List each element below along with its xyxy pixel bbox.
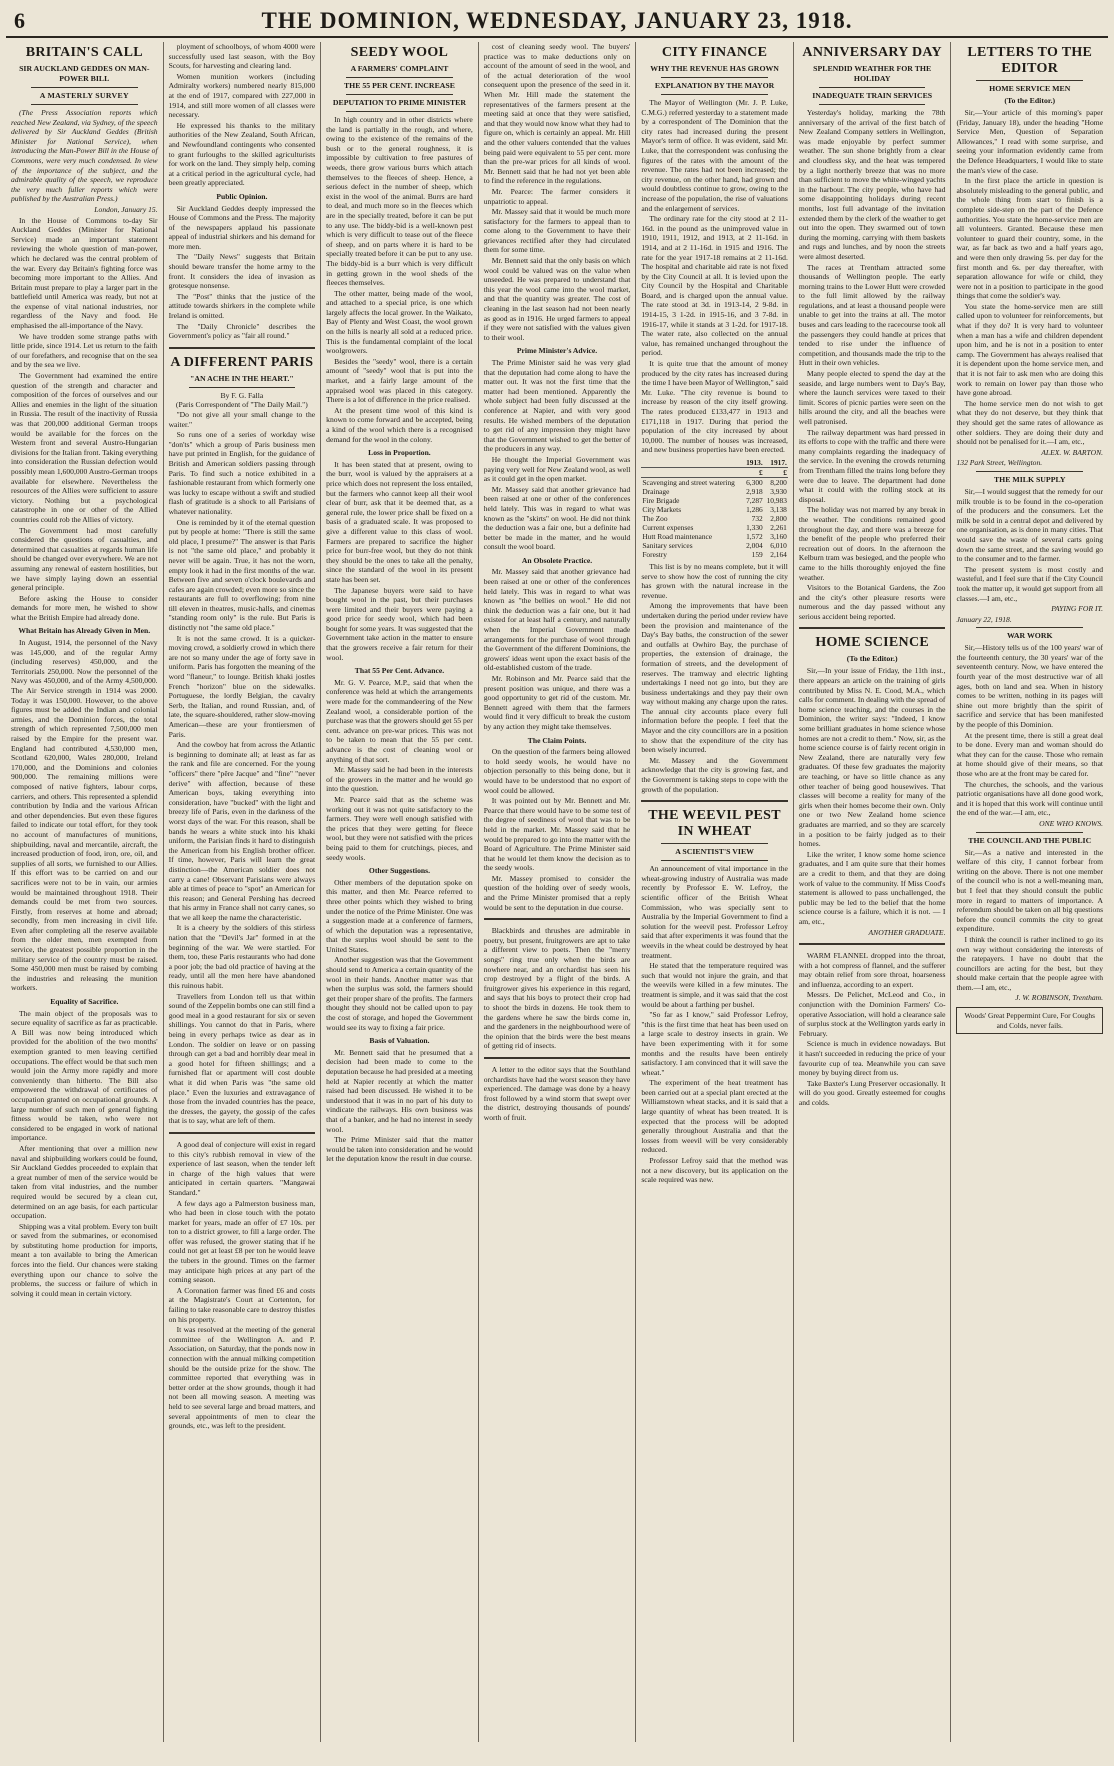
headline-seedy-wool: SEEDY WOOL <box>350 45 449 60</box>
newspaper-page <box>6 6 1108 1754</box>
deck-council-public: THE COUNCIL AND THE PUBLIC <box>968 835 1092 845</box>
letter-signature: J. W. ROBINSON, Trentham. <box>1015 993 1104 1003</box>
table-cell: 7,287 <box>746 495 763 505</box>
columns <box>6 42 1108 1742</box>
divider <box>169 347 316 349</box>
dateline: London, January 15. <box>94 204 158 214</box>
paragraph: So runs one of a series of workday wise "don'ts" which a group of Paris business men have put printed in English, for the guidance of British and American soldiers passing through Paris. To find such a notice exhibited in a fashionable restaurant from which formerly one was lucky to escape without a swift and studied flash of gratitude is a shock to all Parisians of whatever nationality. <box>168 430 316 516</box>
paragraph: Mr. Bennett said that he presumed that a decision had been made to come to the deputation because he had presided at a meeting held at Napier recently at which the matter raised had been discussed. He wished it to be understood that it was in no part of his duty to vindicate the railways. His own business was that of a banker, and he had no interest in seedy wool. <box>326 1047 473 1134</box>
paragraph: Many people elected to spend the day at the seaside, and large numbers went to Day's Bay, where the launch services were taxed to their limit. Scores of picnic parties were seen on the hills around the city, and all the beaches were well patronised. <box>798 369 946 426</box>
paragraph: In high country and in other districts where the land is partially in the rough, and where, owing to the existence of the remains of the bush or to the general roughness, it is impossible by cultivation to free pastures of weeds, there grow various burrs which attach themselves to the fleeces of sheep. Hence, a serious defect in the number of sheep, which exist in the wool of the animal. Burrs are hard to deal, and much more so in the fleeces which are in the specially treated, before it can be put to any use. The biddy-bid is a well-known pest which is very difficult to tease out of the fleece of sheep, and on parts where it is hard to be specially treated before it can be put to any use. The biddy-bid is a burr which is very difficult in getting grown in the wool sheds of the fleeces themselves. <box>326 115 473 288</box>
paragraph: A letter to the editor says that the Southland orchardists have had the worst season they have experienced. The damage was done by a heavy frost followed by a wind storm that swept over the district, destroying thousands of pounds' worth of fruit. <box>483 1064 631 1122</box>
table-cell: 3,930 <box>770 486 787 496</box>
table-cell: 2,261 <box>770 522 787 532</box>
table-unit-cell <box>641 467 743 477</box>
paragraph: The ordinary rate for the city stood at 2 11-16d. in the pound as the unimproved value in 1910, 1911, 1912, and 1913, at 2 11-16d. in 1914, and at 2 11-16d. in 1915 and 1916. The rate for the year 1917-18 remains at 2 11-16d. The hospital and charitable aid rate is not fixed by the City Council at all. It is levied upon the City Council by the Hospital and Charitable Board, and is charged upon the annual value. The rate stood at 3d. in 1913-14, 2 9-8d. in 1914-15, 3 1-2d. in 1915-16, and 3 7-8d. in 1916-17, while it stands at 3 1-2d. for 1917-18. The water rate, also collected on the annual value, has remained unchanged throughout the period. <box>641 214 788 358</box>
subheading: Equality of Sacrifice. <box>50 997 119 1007</box>
table-row <box>641 505 788 514</box>
paragraph: The experiment of the heat treatment has been carried out at a special plant erected at the Williamstown wheat stacks, and it is said that a large quantity of wheat has been treated. It is expected that the process will be adopted generally throughout Australia and that the losses from weevil will be very considerably reduced. <box>641 1078 788 1155</box>
letter-signature: ONE WHO KNOWS. <box>1039 818 1104 828</box>
paragraph: Yesterday's holiday, marking the 78th anniversary of the arrival of the first batch of New Zealand Company settlers in Wellington, was made enjoyable by perfect summer weather. The sun shone brightly from a clear and cloudless sky, and the heat was tempered by a light northerly breeze that was no more than sufficient to move the white-winged yachts in the harbour. The city people, who have had some disappointing holidays during recent months, lost full advantage of the invitation extended them by the clerk of the weather to get out into the open. They swarmed out of town during the morning, carrying with them baskets and rugs and lunches, and by noon the streets were almost deserted. <box>798 108 946 261</box>
table-cell: Drainage <box>642 486 670 496</box>
table-cell: 6,010 <box>770 540 787 550</box>
table-cell: Current expenses <box>642 522 694 532</box>
divider <box>976 832 1083 833</box>
paragraph: In the House of Commons to-day Sir Auckland Geddes (Minister for National Service) made an important statement reviewing the whole question of man-power, which he declared was the central problem of the war. Every day Britain's fighting force was becoming more important to the Allies. And Britain must prepare to play a larger part in the battlefield until America was ready, but not at the expense of vital national industries, nor regardless of the Navy and food. He emphasised the all-importance of the Navy. <box>11 215 158 331</box>
paragraph: The other matter, being made of the wool, and attached to a special price, is one which largely affects the local grower. In the Waikato, Bay of Plenty and West Coast, the wool grown on the hills is nearly all sold at a reduced price. This is the fundamental complaint of the local woolgrowers. <box>326 288 473 356</box>
paragraph: Mr. Pearce: The farmer considers it unpatriotic to appeal. <box>483 186 631 206</box>
paragraph: Mr. Massey said he had been in the interests of the growers in the matter and he would go into the question. <box>326 765 473 794</box>
subheading: Prime Minister's Advice. <box>516 346 598 356</box>
paragraph: Women munition workers (including Admiralty workers) numbered nearly 815,000 at the end of 1917, compared with 227,000 in 1914, and still more women of all classes were necessary. <box>168 71 316 120</box>
table-header-cell <box>641 458 743 468</box>
table-unit-row <box>641 467 788 477</box>
divider <box>641 800 788 802</box>
paragraph: Among the improvements that have been undertaken during the period under review have been the provision and maintenance of the Day's Bay baths, the construction of the sewer and outfalls at Owhiro Bay, the purchase of properties, the extension of drainage, the formation of streets, and the development of reserves. The tramway and electric lighting undertakings I need not go into, but they are business undertakings and they pay their own way without making any charge upon the rates. The annual city accounts place every full information before the people. I feel that the Mayor and the city councillors are in a position to show that the expenditure of the city has been wisely incurred. <box>641 601 788 755</box>
paragraph: This list is by no means complete, but it will serve to show how the cost of running the city has grown with the natural increase in the revenue. <box>641 561 788 600</box>
paragraph: Sir Auckland Geddes deeply impressed the House of Commons and the Press. The majority of the newspapers applaud his passionate appeal of industrial shirkers and his demand for more men. <box>168 203 316 251</box>
paragraph: Sir,—History tells us of the 100 years' war of the fourteenth century, the 30 years' war of the seventeenth century. Now, we have entered the fourth year of the most destructive war of all ages, both on land and sea. When in history comes to be written, nothing in its pages will shine out more brightly than the spirit of sacrifice and service that has been manifested by the people of this Dominion. <box>956 643 1104 730</box>
divider <box>169 1132 316 1134</box>
byline: By F. G. Falla <box>220 390 264 400</box>
paragraph: The "Daily Chronicle" describes the Government's policy as "fair all round." <box>168 321 316 341</box>
subheading: Loss in Proportion. <box>368 448 431 458</box>
paragraph: Science is much in evidence nowadays. But it hasn't succeeded in reducing the price of your favourite cup of tea. Meanwhile you can save money by buying direct from us. <box>798 1039 946 1078</box>
table-cell: 1,330 <box>746 522 763 532</box>
paragraph: A Coronation farmer was fined £6 and costs at the Magistrate's Court at Cortenton, for failing to take reasonable care to destroy thistles on his property. <box>168 1285 316 1324</box>
table-row <box>641 487 788 496</box>
paragraph: The holiday was not marred by any break in the weather. The conditions remained good throughout the day, and there was a breeze for the benefit of the people who preferred their recreation out of doors. In the afternoon the Kelburn tram was besieged, and the people who came to the hills thoroughly enjoyed the fine weather. <box>798 505 946 582</box>
paragraph: Messrs. De Pelichet, McLeod and Co., in conjunction with the Dominion Farmers' Co-operative Association, will hold a clearance sale of surplus stock at the Wellington yards early in February. <box>798 990 946 1038</box>
table-cell: 2,004 <box>746 540 763 550</box>
divider <box>976 80 1083 81</box>
table-cell: 10,983 <box>766 495 787 505</box>
paragraph: Travellers from London tell us that within sound of the Zeppelin bombs one can still find a good meal in a good restaurant for six or seven shillings. You cannot do that in Paris, where being in every perhaps twice as dear as in London. The soldier on leave or on passing through can get a bad and horribly dear meal in a good hotel for fifteen shillings; and a furnished flat or apartment will cost double what it did when Paris was "the same old place." Even the luxuries and extravagance of those from the invaded countries has the peace, the dresses, the gayety, the gossip of the cafes that is to say, what are left of them. <box>168 991 316 1126</box>
column-1 <box>6 42 164 1742</box>
paragraph: ployment of schoolboys, of whom 4000 were successfully used last season, with the Boy Scouts, for harvesting and clearing land. <box>168 42 316 71</box>
paragraph: The Prime Minister said that the matter would be taken into consideration and he would let the deputation know the result in due course. <box>326 1135 473 1164</box>
headline-weevil-pest: THE WEEVIL PEST IN WHEAT <box>648 808 781 840</box>
deck-to-the-editor: (To the Editor.) <box>846 654 898 664</box>
deck-home-service-men: HOME SERVICE MEN <box>989 84 1071 93</box>
paragraph: Visitors to the Botanical Gardens, the Zoo and the city's other pleasure resorts were numerous and the day passed without any serious accident being reported. <box>798 583 946 621</box>
table-header-cell: 1917. <box>764 458 788 468</box>
advertisement: Woods' Great Peppermint Cure, For Coughs and Colds, never fails. <box>956 1007 1103 1034</box>
letter-date: January 22, 1918. <box>956 614 1012 624</box>
subheading: Basis of Valuation. <box>369 1036 430 1046</box>
table-cell: 1,286 <box>746 504 763 514</box>
subheading: Other Suggestions. <box>368 866 430 876</box>
table-cell: 2,164 <box>770 549 787 559</box>
paragraph: Mr. Massey and the Government acknowledge that the city is growing fast, and the Government is taking steps to cope with the growth of the population. <box>641 755 788 794</box>
paragraph: One is reminded by it of the eternal question put by people at home: "There is still the same old place, I presume?" The answer is that Paris is not "the same old place," and probably it never will be again. True, it has not the worn, empty look it had in the first months of the war. Between five and seven o'clock boulevards and cafes are again crowded; even more so since the restaurants are full to overflowing; from nine till eleven in theatres, music-halls, and cinemas "standing room only" is the rule. But Paris is distinctly not "the same old place." <box>168 517 316 633</box>
table-cell: 1,572 <box>746 531 763 541</box>
paragraph: He thought the Imperial Government was paying very well for New Zealand wool, as well as it could get in the open market. <box>483 454 631 484</box>
table-cell: Sanitary services <box>642 540 693 550</box>
divider <box>346 77 453 78</box>
paragraph: Mr. Bennett said that the only basis on which wool could be valued was on the value when unseeded. He was prepared to understand that this year the wool came into the wool market, and that the quantity was greater. The cost of cleaning in the last season had not been nearly as good as in 1916. He urged farmers to appeal if they were not satisfied with the values given to their wool. <box>483 256 631 342</box>
table-cell: 732 <box>751 513 763 523</box>
paragraph: Mr. Massey promised to consider the question of the holding over of seedy wools, and the Prime Minister promised that a reply would be sent to the deputation in due course. <box>483 873 631 912</box>
paragraph: The railway department was hard pressed in its efforts to cope with the traffic and there were many complaints regarding the inadequacy of the service. In the evening the crowds returning from Trentham filled the trains long before they were due to leave. The department had done what it could with the rolling stock at its disposal. <box>798 427 946 504</box>
masthead-title: THE DOMINION, WEDNESDAY, JANUARY 23, 1918. <box>261 8 853 33</box>
paragraph: Shipping was a vital problem. Every ton built or saved from the submarines, or economised by substituting home production for imports, meant a ton available to bring the American forces into the field. Our chances were staking everything upon our chance to solve the problems, the success or failure of which in solving it could mean in certain victory. <box>11 1221 158 1298</box>
paragraph: It is quite true that the amount of money produced by the city rates has increased during the time I have been Mayor of Wellington," said Mr. Luke. "The city revenue is bound to increase by reason of the city itself growing. The rates produced £133,477 in 1913 and £171,118 in 1917. During that period the population of the city increased by about 10,000. The number of houses was increased, and new business properties have been erected. <box>641 359 788 455</box>
paragraph: "So far as I know," said Professor Lefroy, "this is the first time that heat has been used on a large scale to destroy insects in grain. We have been experimenting with it for some months and the results have been entirely satisfactory. I am convinced that it will save the wheat." <box>641 1010 788 1077</box>
deck-ache: "AN ACHE IN THE HEART." <box>190 373 294 383</box>
divider <box>799 943 946 945</box>
table-cell: 2,918 <box>746 486 763 496</box>
table-unit-cell: £ <box>744 467 764 477</box>
paragraph: Other members of the deputation spoke on this matter, and then Mr. Pearce referred to three other points which they wished to bring under the notice of the Prime Minister. One was a suggestion made at a conference of farmers, of which the deputation was a representative, that the surplus wool should be sent to the United States. <box>326 877 473 954</box>
paragraph: It has been stated that at present, owing to the burr, wool is valued by the appraisers at a price which does not represent the loss entailed, but the farmers who cannot keep all their wool clear of burr, ask that it be deemed that, as a general rule, the lower price shall be fixed on a basis of a graduated scale. It was proposed to give a different value to this class of wool. Farmers are prepared to sacrifice the higher price for burr-free wool, but they do not think they should be the ones to take all the penalty, since the standard of the wool in its present state has been set. <box>326 459 473 584</box>
paragraph: Mr. Massey said that another grievance had been raised at one or other of the conferences held lately. This was in regard to what was known as "the bellies on wool." He did not think the deduction was a fair one, but it had existed for at least half a century, and naturally when the Imperial Government made arrangements for the purchase of wool through the Government of the different Dominions, the growers' ideas went upon the exact basis of the old-established custom of the trade. <box>483 567 631 673</box>
paragraph: The races at Trentham attracted some thousands of Wellington people. The early morning trains to the Lower Hutt were crowded to the full limit allowed by the railway regulations, and at least a thousand people were unable to get into the trains at all. The motor buses and cars leading to the racecourse took all the passengers they could handle at prices that tended to rise under the influence of competition, and thousands made the trip to the Hutt in their own vehicles. <box>798 262 946 368</box>
paragraph: A good deal of conjecture will exist in regard to this city's rubbish removal in view of the experience of last season, when the tender left in charge of the high values that were anticipated in certain quarters. "Mangawai Standard." <box>168 1139 316 1197</box>
deck-splendid-weather: SPLENDID WEATHER FOR THE HOLIDAY <box>813 64 932 83</box>
table-cell: Scavenging and street watering <box>642 477 735 487</box>
headline-anniversary-day: ANNIVERSARY DAY <box>802 45 942 60</box>
divider <box>484 918 631 920</box>
table-row <box>641 514 788 523</box>
paragraph: I think the council is rather inclined to go its own way without considering the interests of the ratepayers. I have no doubt that the councillors are acting for the best, but they should make certain that the people agree with them.—I am, etc., <box>956 934 1104 992</box>
divider <box>819 87 926 88</box>
byline-note: (Paris Correspondent of "The Daily Mail.") <box>175 400 308 410</box>
paragraph: Like the writer, I know some home science graduates, and I am quite sure that their homes are a credit to them, and that they are doing work of value to the community. If Miss Cood's statement is allowed to pass unchallenged, the public may be led to the belief that the home science course is a failure, which it is not. — I am, etc., <box>798 849 946 926</box>
paragraph: The Mayor of Wellington (Mr. J. P. Luke, C.M.G.) referred yesterday to a statement made by a correspondent of The Dominion that the city rates had increased during the present Mayor's term of office. It was evident, said Mr. Luke, that the correspondent was confusing the figures of the rates with the amount of the revenue. The rates had not been increased; the city revenue, on the other hand, had grown and would doubtless continue to grow, owing to the increase of the population, the rise of valuations and the enlargement of services. <box>641 98 788 213</box>
paragraph: After mentioning that over a million new naval and shipbuilding workers could be found, Sir Auckland Geddes proceeded to explain that a great number of men of the service would be taken from vital industries, and the number required would be secured by a clean cut, determined on an age basis, for each particular occupation. <box>11 1143 158 1221</box>
divider <box>189 387 296 388</box>
paragraph: Before asking the House to consider demands for more men, he wished to show what the British Empire had already done. <box>11 593 158 622</box>
paragraph: The Japanese buyers were said to have bought wool in the past, but their purchases were limited and their buyers were paying a good price for seedy wool, which had been bought for some years. It was suggested that the Government take action in the matter to ensure that the growers receive a fair return for their wool. <box>326 585 473 662</box>
paragraph: It was pointed out by Mr. Bennett and Mr. Pearce that there would have to be some test of the degree of seediness of wool that was to be held in the market. Mr. Massey said that he would be prepared to go into the matter with the Board of Agriculture. The Prime Minister said that he would let them know the decision as to the seedy wools. <box>483 796 631 873</box>
paragraph: The home service men do not wish to get what they do not deserve, but they think that they should get the same rates of allowance as other soldiers. They are doing their duty and should not be penalised for it.—I am, etc., <box>956 398 1104 447</box>
letter-signature: ALEX. W. BARTON. <box>1041 447 1104 457</box>
headline-letters-to-editor: LETTERS TO THE EDITOR <box>967 45 1093 76</box>
table-cell: 159 <box>751 549 763 559</box>
paragraph: The "Daily News" suggests that Britain should beware transfer the home army to the front. It considers the idea of invasion as grotesque nonsense. <box>168 252 316 291</box>
page-number: 6 <box>14 8 25 33</box>
subheading: What Britain has Already Given in Men. <box>18 626 151 636</box>
table-header-row <box>641 458 788 468</box>
paragraph: He expressed his thanks to the military authorities of the New Zealand, South African, and Newfoundland contingents who consented to grant furloughs to the skilled agriculturists for work on the land. They simply help, coming at a critical period in the agricultural cycle, had been greatly appreciated. <box>168 120 316 188</box>
paragraph: A few days ago a Palmerston business man, who had been in close touch with the potato market for years, made an offer of £7 10s. per ton to a district grower, to fill a large order. The offer was refused, the grower stating that if he could not get at least £8 per ton he would leave the tubers in the ground. Times on the farmer may anticipate high prices at any part of the coming season. <box>168 1198 316 1285</box>
deck-deputation: DEPUTATION TO PRIME MINISTER <box>332 98 466 107</box>
table-row <box>641 532 788 541</box>
paragraph: He stated that the temperature required was such that would not injure the grain, and that the weevils were killed in a few minutes. The treatment is simple, and it was said that the cost would be about a farthing per bushel. <box>641 961 788 1009</box>
paragraph: The "Post" thinks that the justice of the attitude towards shirkers in the complete while Ireland is omitted. <box>168 291 316 321</box>
divider <box>31 104 138 105</box>
paragraph: At the present time wool of this kind is known to come forward and be accepted, being a kind of the wool which there is a recognised demand for the wool in the colony. <box>326 405 473 444</box>
paragraph: Mr. Massey said that another grievance had been raised at one or other of the conferences held lately. This was in regard to what was known as the "skirts" on wool. He did not think the deduction was a fair one, but a definite had better be made in the matter, and he would consult the wool board. <box>483 484 631 552</box>
column-5 <box>636 42 794 1742</box>
paragraph: It is a cheery by the soldiers of this stirless nation that the "Devil's Jar" formed in at the beginning of the war. We were startled. For them, too, these Paris restaurants who had done a poor job; the bad old practice of having at the ready, until all the men here have abandoned this ruinous habit. <box>168 923 316 991</box>
deck-milk-supply: THE MILK SUPPLY <box>993 474 1066 484</box>
divider <box>661 860 768 861</box>
paragraph: cost of cleaning seedy wool. The buyers' practice was to make deductions only on account of the amount of seed in the wool, and of the actual deterioration of the wool consequent upon the presence of the seed in it. When Mr. Hill made the statement the representatives of the farmers present at the meeting said at once that they were satisfied, and that they would now know what they had to figure on, which is certainly an appeal. Mr. Hill and the other valuers contended that the values being paid were equivalent to 55 per cent. more than the pre-war prices for all kinds of wool. Mr. Bennett said that he had not yet been able to find the reference in the regulations. <box>483 42 631 186</box>
headline-city-finance: CITY FINANCE <box>661 45 768 60</box>
headline-home-science: HOME SCIENCE <box>815 635 930 651</box>
deck-geddes: SIR AUCKLAND GEDDES ON MAN-POWER BILL <box>19 64 150 83</box>
paragraph: Sir,—In your issue of Friday, the 11th inst., there appears an article on the training of girls contributed by Miss N. E. Cood, M.A., which calls for comment. In dealing with the spread of home science teaching, and the courses in the Dominion, the writer says: "Indeed, I know some brilliant graduates in home science whose homes are not a credit to them." Now, sir, as the home science course is of fairly recent origin in New Zealand, there are naturally very few graduates. Of these few graduates the majority are teaching, or have so little chance as any other teacher of being good housewives. That classes will become a reality for many of the girls when their homes become their own. Only one or two New Zealand home science graduates are married, and so they are scarcely in a position to be fairly judged as to their homes. <box>798 666 946 849</box>
headline-britains-call: BRITAIN'S CALL <box>25 45 143 60</box>
paragraph: The main object of the proposals was to secure equality of sacrifice as far as practicable. A Bill was now being introduced which provided for the abolition of the two months' exemption granted to men leaving certified occupations. The effect would be that such men would join the Army more rapidly and more conveniently than hitherto. The Bill also empowered the withdrawal of certificates of occupation granted on occupational grounds. A large number of such men of general fighting fitness would be taken, who were not considered to be engaged in work of national importance. <box>11 1008 158 1143</box>
paragraph: Mr. Pearce said that as the scheme was working out it was not quite satisfactory to the farmers. They were well enough satisfied with the prices that they were getting for fleece wool, but they were not satisfied with the prices being paid to them for crutchings, pieces, and seedy wools. <box>326 794 473 862</box>
paragraph: We have trodden some strange paths with little pride, since 1914. Let us return to the faith of our forefathers, and recognise that on the sea and by the sea we live. <box>11 331 158 370</box>
divider <box>346 111 453 112</box>
table-cell: Hutt Road maintenance <box>642 531 713 541</box>
letter-address: 132 Park Street, Wellington. <box>956 458 1043 468</box>
table-cell: Forestry <box>642 549 667 559</box>
paragraph: In the first place the article in question is absolutely misleading to the general public, and the whole thing from start to finish is a complete side-step on the part of the Defence authorities. You state the home-service men are all volunteers. Granted. Because these men volunteer to guard their country, some, in the war, as far back as two and a half years ago, and were then only drawing 5s. per day for the first month and 6s. per day thereafter, with separation allowance for wife or child, they were not in a position to participate in the good things that come the soldier's way. <box>956 176 1104 301</box>
table-row <box>641 541 788 550</box>
deck-55-per-cent: THE 55 PER CENT. INCREASE <box>343 81 455 90</box>
headline-different-paris: A DIFFERENT PARIS <box>170 354 314 370</box>
subheading: The Claim Points. <box>527 735 587 745</box>
paragraph: Besides the "seedy" wool, there is a certain amount of "seedy" wool that is put into the market, and a fairly large amount of the appraised wool was placed in this category. There is a lot of difference in the price realised. <box>326 356 473 405</box>
paragraph: It was resolved at the meeting of the general committee of the Wellington A. and P. Association, on Saturday, that the ponds now in connection with the annual milking competition should be the outside prize for the show. The committee reported that everything was in better order at the show grounds, though it had not been all mowing season. A meeting was held to see several large and broad matters, and several appointments of men to clear the grounds, etc., was left to the president. <box>168 1325 316 1431</box>
column-3 <box>321 42 479 1742</box>
table-header-cell: 1913. <box>744 458 764 468</box>
paragraph: On the question of the farmers being allowed to hold seedy wools, he would have no objection personally to this being done, but it would have to be understood that no export of wool could be allowed. <box>483 747 631 795</box>
paragraph: Mr. Robinson and Mr. Pearce said that the present position was unique, and there was a good opportunity to get rid of the custom. Mr. Bennett agreed with them that the farmers would find it very difficult to break the custom by any action they might take themselves. <box>483 674 631 731</box>
paragraph: An announcement of vital importance in the wheat-growing industry of Australia was made recently by Professor E. W. Lefroy, the scientific officer of the British Wheat Commission, who was specially sent to Australia by the Imperial Government to find a solution for the weevil pest. Professor Lefroy said that after experiments it was found that the weevils in the wheat could be destroyed by heat treatment. <box>641 864 788 960</box>
paragraph: "Do not give all your small change to the waiter." <box>168 410 316 429</box>
table-cell: The Zoo <box>642 513 668 523</box>
paragraph: And the cowboy hat from across the Atlantic is beginning to dominate all; at least as far as the rank and file are concerned. For the young "officers" there "pêre Jacque" and "fine" "never derive" with affection, because of these American boys, taking everything into consideration, have "bucked" with the light and breezy life of Paris, even in the darkness of the worst days of the war. For this reason, shall be bands he wears a white stuck into his khaki uniform, the Parisian finds it hard to distinguish the American from his English brother officer. If time, however, Paris will learn the great distinction—the American soldier does not carry a cane! Observant Parisians were always able at times of peace to "spot" an American for this reason; and General Pershing has decreed that his army in France shall not carry canes, so that we all keep the name the characteristic. <box>168 740 316 922</box>
table-cell: 6,300 <box>746 477 763 487</box>
paragraph: The Government had most carefully considered the questions of casualties, and determined that casualties at regards human life should be changed over everywhere. We are not assuming any renewal of eastern hostilities, but we have simply laying down an essential general principle. <box>11 525 158 593</box>
masthead <box>6 6 1108 38</box>
deck-train-services: INADEQUATE TRAIN SERVICES <box>812 91 933 100</box>
paragraph: The churches, the schools, and the various patriotic organisations have all done good work, and it is hoped that this work will continue until the end of the war.—I am, etc., <box>956 779 1104 818</box>
table-cell: Fire Brigade <box>642 495 680 505</box>
table-cell: 3,138 <box>770 504 787 514</box>
deck-revenue: WHY THE REVENUE HAS GROWN <box>650 64 779 73</box>
paragraph: In August, 1914, the personnel of the Navy was 145,000, and of the regular Army (including reserves) 450,000, and the Territorials 250,000. Now the personnel of the Navy was 450,000, and of the Army 4,500,000. The Air Service strength in 1914 was 2000. Today it was 150,000. However, to the above figures must be added the Indian and colonial armies, and the Dominion forces, the total strength of which represented 7,500,000 men raised by the Empire for the present war. England had contributed 4,530,000 men, Scotland 620,000, Wales 280,000, Ireland 170,000, and the Dominions and colonies 900,000. The remaining millions were composed of native fighters, labour corps, carriers, and others. This represented a splendid contribution by India and the various African and other dependencies. But even these figures failed to indicate our total effort, for they took no account of manufactures of munitions, shipbuilding, naval and mercantile, aircraft, the increased production of food, iron, ore, oil, and supplies of all sorts, we furnished to our Allies. If this effort was to be carried on and our sacrifices were not to be in vain, our armies would be maintained throughout 1918. Their demands could be met from two sources. Firstly, from reserves at home and abroad; secondly, from men increasing in civil life. Even after completing all the reserve available from the older men, men exempted from service, the greatest possible proportion in the military service of the country must be raised. Some 450,000 men must be raised by combing the industries and releasing the munition workers. <box>11 638 158 993</box>
table-row <box>641 523 788 532</box>
paragraph: The Prime Minister said he was very glad that the deputation had come along to have the matter out. It was not the first time that the matter had been mentioned. Apparently the whole subject had been fully discussed at the conference at Napier, and with very good results. He wished members of the deputation to get rid of any impression they might have that the Government wished to get the better of the producers in any way. <box>483 358 631 454</box>
table-unit-cell: £ <box>764 467 788 477</box>
paragraph: Mr. G. V. Pearce, M.P., said that when the conference was held at which the arrangements were made for the commandeering of the New Zealand wool, a considerable portion of the purchase was that the growers should get 55 per cent. advance on pre-war prices. This was not to be taken to mean that the 55 per cent. advance is the cost of cleaning wool or anything of that sort. <box>326 677 473 764</box>
paragraph: Blackbirds and thrushes are admirable in poetry, but present, fruitgrowers are apt to take a different view to poets. Then the "merry songs" ring true only when the birds are nowhere near, and an orchardist has seen his crop destroyed by a flight of the birds. A fruitgrower gives his experience in this regard, and says that his boys to protect their crop had to shoot the birds in dozens. He took them to the gardens where he saw the birds come in, and the gardeners in the neighbourhood were of the opinion that the birds were the best means of getting rid of insects. <box>483 926 631 1051</box>
letter-signature: PAYING FOR IT. <box>1051 604 1104 614</box>
divider <box>661 94 768 95</box>
paragraph: Sir,—I would suggest that the remedy for our milk trouble is to be found in the co-operation of the producers and the consumers. Let the milk be sold in a central depot and delivered by one organisation, as is done in many cities. That would save the waste of several carts going down the same street, and the saving would go to the consumer and to the farmer. <box>956 486 1104 564</box>
deck-masterly-survey: A MASTERLY SURVEY <box>39 91 129 100</box>
column-2 <box>164 42 322 1742</box>
column-7 <box>951 42 1108 1742</box>
paragraph: At the present time, there is still a great deal to be done. Every man and woman should do what they can for the cause. Those who remain at home should give of their means, so that those who are at the front may be cared for. <box>956 730 1104 778</box>
paragraph: The Government had examined the entire question of the strength and character and composition of the forces of ourselves and our Allies and enemies in the light of the situation in Russia. The result of the inactivity of Russia was that 200,000 additional German troops would be available for the forces on the Western front and several Austro-Hungarian divisions for the Italian front. Taking everything into consideration the Russian defection would possibly mean 1,600,000 Austro-German troops available for elsewhere. Nevertheless the resources of the Allies were sufficient to assure victory. Nothing but a psychological catastrophe in one or other of the Allied countries could rob the Allies of victory. <box>11 371 158 524</box>
paragraph: It is not the same crowd. It is a quicker-moving crowd, a soldierly crowd in which there are not so many under the age of forty save in uniform. Paris has forgotten the meaning of the word "flaneur," to lounge. British khaki jostles French "horizon" blue on the sidewalks. Portuguese, the lordly Belgian, the cavalry Serb, the Italian, and round Russian, and, of late, the square-shouldered, rather slow-moving American—these are your frontiersmen of Paris. <box>168 633 316 739</box>
divider <box>976 627 1083 628</box>
divider <box>661 843 768 844</box>
paragraph: You state the home-service men are still called upon to volunteer for reinforcements, but what if they do? It is very hard to volunteer when a man has a wife and children dependent upon him, and he is not in a position to enter camp. The Government has always realised that it is dependent upon the home service men, and that it is not fair to ask men who are doing this work to remain on lower pay than those who have gone abroad. <box>956 301 1104 398</box>
column-4 <box>479 42 637 1742</box>
deck-explanation: EXPLANATION BY THE MAYOR <box>654 81 775 90</box>
column-6 <box>794 42 952 1742</box>
paragraph: Another suggestion was that the Government should send to America a certain quantity of the wool in their hands. Another matter was that when the surplus was sold, the farmers should get their proper share of the profits. The farmers thought they should not be called upon to pay the cost of storage, and hoped the Government would see its way to fixing a fair price. <box>326 955 473 1032</box>
divider <box>661 77 768 78</box>
editor-note: (The Press Association reports which reached New Zealand, via Sydney, of the speech delivered by Sir Auckland Geddes (British Minister for National Service), when introducing the Man-Power Bill in the House of Commons, were very much condensed. In view of the importance of the subject, and the admirable quality of the speech, we reproduce the very much fuller reports which were published by the Australian Press.) <box>11 108 158 204</box>
divider <box>31 87 138 88</box>
paragraph: WARM FLANNEL dropped into the throat, with a hot compress of flannel, and the sufferer may obtain relief from sore throat, hoarseness and influenza, according to an expert. <box>798 951 946 989</box>
paragraph: Sir,—Your article of this morning's paper (Friday, January 18), under the heading "Home Service Men, Question of Separation Allowances," I read with some surprise, and seeing your information evidently came from the Defence Headquarters, I would like to state the man's view of the case. <box>956 108 1104 175</box>
table-row <box>641 496 788 505</box>
divider <box>799 627 946 629</box>
subheading: An Obsolete Practice. <box>521 555 593 565</box>
deck-to-the-editor: (To the Editor.) <box>1004 96 1056 105</box>
deck-farmers-complaint: A FARMERS' COMPLAINT <box>350 64 449 73</box>
subheading: That 55 Per Cent. Advance. <box>354 666 445 676</box>
table-cell: 8,200 <box>770 477 787 487</box>
deck-war-work: WAR WORK <box>1006 631 1053 641</box>
divider <box>819 104 926 105</box>
table-cell: 3,160 <box>770 531 787 541</box>
paragraph: Mr. Massey said that it would be much more satisfactory for the farmers to appeal than to come along to the Government to have their grievances rectified after they had circulated them for some time. <box>483 207 631 255</box>
divider <box>484 1057 631 1059</box>
paragraph: Sir,—As a native and interested in the welfare of this city, I cannot forbear from writing on the above. There is not one member of the council who is not a well-meaning man, but I feel that they should consult the public more in regard to matters of importance. A referendum should be taken on all big questions before the council commits the city to great expenditure. <box>956 847 1104 934</box>
divider <box>346 94 453 95</box>
paragraph: The present system is most costly and wasteful, and I feel sure that if the City Council took the matter up, it would get support from all classes.—I am, etc., <box>956 564 1104 603</box>
paragraph: Take Baxter's Lung Preserver occasionally. It will do you good. Greatly esteemed for coughs and colds. <box>798 1078 946 1107</box>
divider <box>976 471 1083 472</box>
paragraph: Professor Lefroy said that the method was not a new discovery, but its application on the scale required was new. <box>641 1156 788 1185</box>
table-row <box>641 550 788 559</box>
table-cell: 2,800 <box>770 513 787 523</box>
letter-signature: ANOTHER GRADUATE. <box>868 927 946 937</box>
expenditure-table <box>641 458 788 559</box>
table-row <box>641 477 788 487</box>
subheading: Public Opinion. <box>216 191 268 201</box>
deck-scientists-view: A SCIENTIST'S VIEW <box>675 847 754 857</box>
table-cell: City Markets <box>642 504 682 514</box>
